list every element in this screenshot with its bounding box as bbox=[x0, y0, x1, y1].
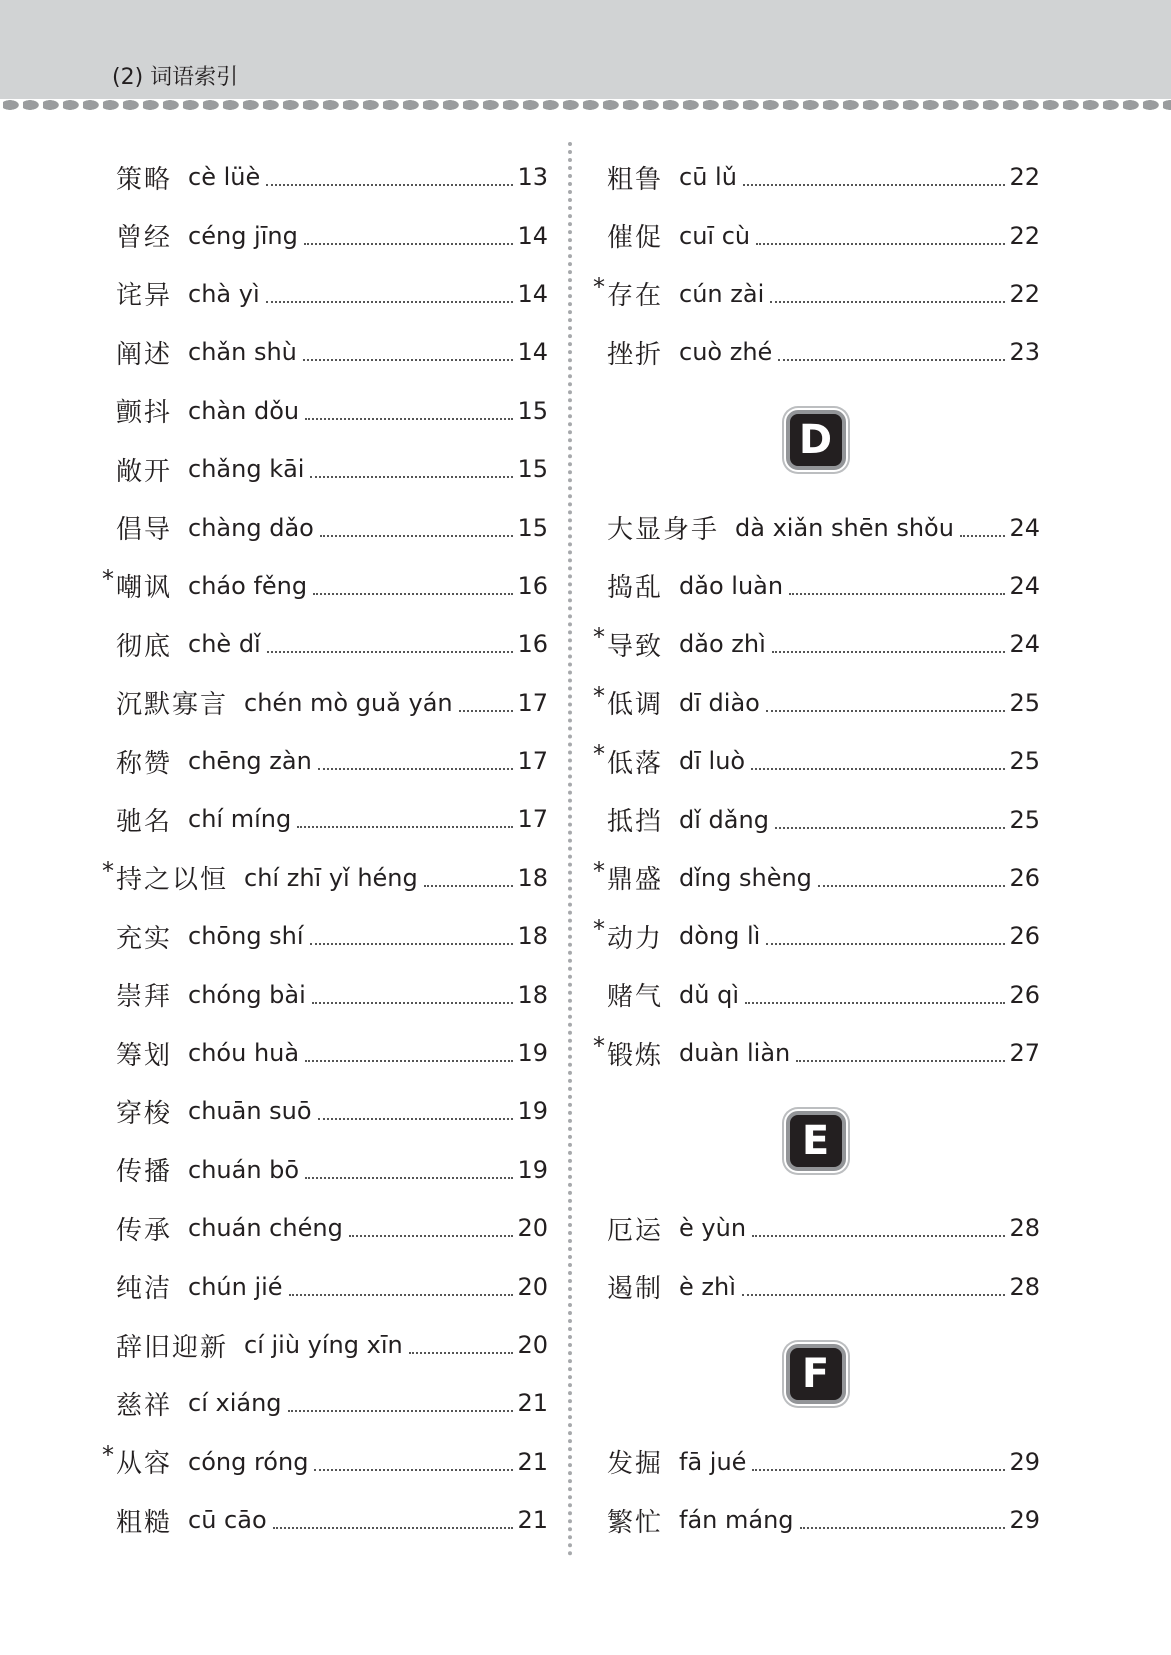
entry-pinyin: è yùn bbox=[679, 1214, 747, 1243]
dot-leader bbox=[266, 301, 514, 303]
dot-leader bbox=[305, 1177, 513, 1179]
entry-word: 敞开 bbox=[116, 456, 173, 487]
entry-word: 粗糙 bbox=[116, 1507, 173, 1538]
entry-pinyin: chuán chéng bbox=[188, 1214, 343, 1243]
entry-pinyin: chóng bài bbox=[188, 980, 306, 1009]
entry-page-number: 25 bbox=[1009, 688, 1040, 717]
entry-word: 锻炼 bbox=[607, 1040, 664, 1071]
entry-word: 繁忙 bbox=[607, 1507, 664, 1538]
index-entry[interactable] bbox=[591, 732, 1040, 790]
star-marker: * bbox=[593, 681, 605, 710]
entry-word: 阐述 bbox=[116, 339, 173, 370]
star-marker: * bbox=[593, 915, 605, 944]
entry-word: 大显身手 bbox=[607, 515, 720, 546]
entry-pinyin: è zhì bbox=[679, 1272, 736, 1301]
entry-pinyin: dǐng shèng bbox=[679, 863, 812, 892]
index-entry[interactable] bbox=[100, 1374, 548, 1432]
index-entry[interactable] bbox=[100, 1433, 548, 1491]
index-entry[interactable] bbox=[100, 440, 548, 498]
entry-word: 低落 bbox=[607, 748, 664, 779]
entry-pinyin: chàn dǒu bbox=[188, 396, 300, 425]
index-entry[interactable] bbox=[100, 265, 548, 323]
letter-heading-row bbox=[591, 1316, 1040, 1433]
entry-page-number: 28 bbox=[1009, 1272, 1040, 1301]
index-entry[interactable] bbox=[100, 1024, 548, 1082]
entry-pinyin: fán máng bbox=[679, 1506, 794, 1535]
entry-page-number: 26 bbox=[1009, 922, 1040, 951]
index-entry[interactable] bbox=[100, 907, 548, 965]
star-marker: * bbox=[102, 564, 114, 593]
dot-leader bbox=[303, 359, 514, 361]
entry-page-number: 15 bbox=[517, 513, 548, 542]
entry-word: 持之以恒 bbox=[116, 865, 229, 896]
index-entry[interactable] bbox=[100, 790, 548, 848]
entry-pinyin: fā jué bbox=[679, 1447, 747, 1476]
index-entry[interactable] bbox=[100, 1082, 548, 1140]
index-entry[interactable] bbox=[591, 1491, 1040, 1549]
entry-page-number: 22 bbox=[1009, 279, 1040, 308]
entry-pinyin: dī diào bbox=[679, 688, 760, 717]
entry-word: 称赞 bbox=[116, 748, 173, 779]
entry-pinyin: dǎo zhì bbox=[679, 630, 766, 659]
entry-page-number: 14 bbox=[517, 338, 548, 367]
dot-leader bbox=[305, 1060, 513, 1062]
dot-leader bbox=[320, 535, 514, 537]
index-entry[interactable] bbox=[100, 498, 548, 556]
dot-leader bbox=[745, 1002, 1005, 1004]
entry-pinyin: chēng zàn bbox=[188, 747, 312, 776]
dot-leader bbox=[310, 476, 513, 478]
star-marker: * bbox=[102, 1440, 114, 1469]
index-entry[interactable] bbox=[591, 907, 1040, 965]
entry-page-number: 17 bbox=[517, 805, 548, 834]
entry-page-number: 17 bbox=[517, 747, 548, 776]
dot-leader bbox=[304, 243, 514, 245]
entry-pinyin: chǎng kāi bbox=[188, 455, 305, 484]
entry-page-number: 19 bbox=[517, 1155, 548, 1184]
entry-word: 导致 bbox=[607, 631, 664, 662]
dot-leader bbox=[743, 184, 1006, 186]
entry-page-number: 26 bbox=[1009, 863, 1040, 892]
entry-pinyin: cū lǔ bbox=[679, 163, 737, 192]
entry-pinyin: chí zhī yǐ héng bbox=[244, 863, 418, 892]
entry-page-number: 18 bbox=[517, 863, 548, 892]
star-marker: * bbox=[593, 739, 605, 768]
entry-pinyin: chè dǐ bbox=[188, 630, 261, 659]
entry-word: 倡导 bbox=[116, 515, 173, 546]
dot-leader bbox=[349, 1235, 514, 1237]
entry-pinyin: chuán bō bbox=[188, 1155, 300, 1184]
entry-word: 传播 bbox=[116, 1157, 173, 1188]
dot-leader bbox=[424, 885, 514, 887]
entry-word: 挫折 bbox=[607, 339, 664, 370]
dot-leader bbox=[742, 1294, 1006, 1296]
entry-word: 慈祥 bbox=[116, 1390, 173, 1421]
entry-page-number: 21 bbox=[517, 1447, 548, 1476]
dot-leader bbox=[751, 768, 1005, 770]
entry-pinyin: cí xiáng bbox=[188, 1389, 282, 1418]
entry-pinyin: chún jié bbox=[188, 1272, 283, 1301]
entry-page-number: 24 bbox=[1009, 513, 1040, 542]
star-marker: * bbox=[593, 623, 605, 652]
index-entry[interactable] bbox=[591, 849, 1040, 907]
entry-pinyin: dǐ dǎng bbox=[679, 805, 769, 834]
dot-leader bbox=[775, 827, 1006, 829]
entry-word: 沉默寡言 bbox=[116, 690, 229, 721]
index-entry[interactable] bbox=[100, 615, 548, 673]
entry-word: 捣乱 bbox=[607, 573, 664, 604]
entry-pinyin: cuò zhé bbox=[679, 338, 773, 367]
index-column-right bbox=[591, 148, 1040, 1549]
entry-pinyin: céng jīng bbox=[188, 221, 298, 250]
dot-leader bbox=[267, 651, 514, 653]
entry-page-number: 22 bbox=[1009, 163, 1040, 192]
entry-pinyin: cháo fěng bbox=[188, 571, 308, 600]
entry-page-number: 25 bbox=[1009, 805, 1040, 834]
entry-word: 充实 bbox=[116, 923, 173, 954]
star-marker: * bbox=[593, 1031, 605, 1060]
dot-leader bbox=[818, 885, 1006, 887]
entry-pinyin: chóu huà bbox=[188, 1039, 300, 1068]
entry-page-number: 21 bbox=[517, 1389, 548, 1418]
entry-page-number: 24 bbox=[1009, 571, 1040, 600]
index-entry[interactable] bbox=[100, 148, 548, 206]
star-marker: * bbox=[593, 856, 605, 885]
dot-leader bbox=[796, 1060, 1005, 1062]
entry-page-number: 20 bbox=[517, 1331, 548, 1359]
entry-pinyin: cū cāo bbox=[188, 1506, 267, 1535]
entry-page-number: 26 bbox=[1009, 980, 1040, 1009]
entry-pinyin: cún zài bbox=[679, 279, 765, 308]
entry-word: 催促 bbox=[607, 223, 664, 254]
decorative-border bbox=[0, 99, 1171, 112]
entry-word: 颤抖 bbox=[116, 398, 173, 429]
entry-pinyin: chuān suō bbox=[188, 1097, 312, 1126]
index-entry[interactable] bbox=[100, 323, 548, 381]
entry-page-number: 19 bbox=[517, 1039, 548, 1068]
entry-page-number: 14 bbox=[517, 221, 548, 250]
index-entry[interactable] bbox=[100, 1491, 548, 1549]
entry-page-number: 24 bbox=[1009, 630, 1040, 659]
entry-page-number: 14 bbox=[517, 279, 548, 308]
entry-page-number: 17 bbox=[517, 688, 548, 717]
entry-word: 崇拜 bbox=[116, 982, 173, 1013]
dot-leader bbox=[318, 768, 514, 770]
dot-leader bbox=[288, 1410, 514, 1412]
entry-word: 纯洁 bbox=[116, 1274, 173, 1305]
entry-page-number: 22 bbox=[1009, 221, 1040, 250]
entry-pinyin: chǎn shù bbox=[188, 338, 297, 367]
entry-pinyin: chōng shí bbox=[188, 922, 304, 951]
entry-page-number: 29 bbox=[1009, 1506, 1040, 1535]
entry-pinyin: dòng lì bbox=[679, 922, 761, 951]
dot-leader bbox=[800, 1527, 1006, 1529]
dot-leader bbox=[312, 1002, 514, 1004]
entry-pinyin: chén mò guǎ yán bbox=[244, 688, 453, 717]
entry-word: 驰名 bbox=[116, 806, 173, 837]
dot-leader bbox=[459, 710, 514, 712]
entry-page-number: 23 bbox=[1009, 338, 1040, 367]
index-entry[interactable] bbox=[591, 790, 1040, 848]
entry-page-number: 29 bbox=[1009, 1447, 1040, 1476]
entry-word: 嘲讽 bbox=[116, 573, 173, 604]
index-entry[interactable] bbox=[591, 557, 1040, 615]
entry-page-number: 20 bbox=[517, 1214, 548, 1243]
entry-word: 发掘 bbox=[607, 1449, 664, 1480]
index-entry[interactable] bbox=[100, 1257, 548, 1315]
entry-pinyin: chí míng bbox=[188, 805, 292, 834]
entry-word: 曾经 bbox=[116, 223, 173, 254]
entry-pinyin: cí jiù yíng xīn bbox=[244, 1331, 403, 1359]
index-entry[interactable] bbox=[100, 1316, 548, 1374]
entry-page-number: 15 bbox=[517, 455, 548, 484]
entry-word: 厄运 bbox=[607, 1215, 664, 1246]
dot-leader bbox=[273, 1527, 514, 1529]
index-entry[interactable] bbox=[591, 206, 1040, 264]
dot-leader bbox=[266, 184, 513, 186]
entry-word: 抵挡 bbox=[607, 807, 664, 837]
index-entry[interactable] bbox=[591, 965, 1040, 1023]
star-marker: * bbox=[102, 856, 114, 885]
entry-page-number: 25 bbox=[1009, 747, 1040, 776]
index-entry[interactable] bbox=[591, 1024, 1040, 1082]
index-entry[interactable] bbox=[100, 674, 548, 732]
letter-badge: E bbox=[786, 1111, 846, 1171]
entry-word: 诧异 bbox=[116, 281, 173, 312]
entry-pinyin: dà xiǎn shēn shǒu bbox=[735, 513, 954, 542]
letter-heading-row bbox=[591, 382, 1040, 499]
letter-badge: D bbox=[786, 410, 846, 470]
dot-leader bbox=[766, 710, 1006, 712]
dot-leader bbox=[766, 943, 1005, 945]
index-entry[interactable] bbox=[100, 965, 548, 1023]
dot-leader bbox=[313, 593, 513, 595]
index-entry[interactable] bbox=[100, 1199, 548, 1257]
dot-leader bbox=[314, 1469, 513, 1471]
dot-leader bbox=[789, 593, 1005, 595]
column-divider bbox=[568, 142, 572, 1557]
index-entry[interactable] bbox=[100, 1141, 548, 1199]
index-entry[interactable] bbox=[591, 1257, 1040, 1315]
dot-leader bbox=[770, 301, 1005, 303]
index-entry[interactable] bbox=[591, 674, 1040, 732]
section-title: (2) 词语索引 bbox=[112, 65, 239, 90]
index-entry[interactable] bbox=[591, 615, 1040, 673]
entry-word: 低调 bbox=[607, 690, 664, 721]
entry-word: 遏制 bbox=[607, 1274, 664, 1305]
entry-page-number: 16 bbox=[517, 571, 548, 600]
star-marker: * bbox=[593, 272, 605, 301]
entry-page-number: 18 bbox=[517, 922, 548, 951]
dot-leader bbox=[289, 1294, 514, 1296]
index-entry[interactable] bbox=[100, 732, 548, 790]
entry-page-number: 28 bbox=[1009, 1214, 1040, 1243]
dot-leader bbox=[297, 826, 513, 828]
index-entry[interactable] bbox=[591, 323, 1040, 381]
letter-badge: F bbox=[786, 1344, 846, 1404]
index-entry[interactable] bbox=[591, 1199, 1040, 1257]
dot-leader bbox=[752, 1469, 1005, 1471]
entry-page-number: 15 bbox=[517, 396, 548, 425]
entry-page-number: 13 bbox=[517, 163, 548, 192]
entry-word: 动力 bbox=[607, 923, 664, 954]
dot-leader bbox=[772, 651, 1006, 653]
entry-word: 赌气 bbox=[607, 982, 664, 1013]
dot-leader bbox=[318, 1118, 514, 1120]
dot-leader bbox=[310, 943, 514, 945]
index-entry[interactable] bbox=[591, 498, 1040, 556]
entry-pinyin: chàng dǎo bbox=[188, 513, 314, 542]
dot-leader bbox=[752, 1235, 1005, 1237]
entry-word: 辞旧迎新 bbox=[116, 1332, 229, 1363]
entry-pinyin: dī luò bbox=[679, 747, 746, 776]
entry-pinyin: chà yì bbox=[188, 279, 260, 308]
entry-page-number: 18 bbox=[517, 980, 548, 1009]
entry-pinyin: dǎo luàn bbox=[679, 571, 784, 600]
entry-pinyin: duàn liàn bbox=[679, 1039, 791, 1068]
entry-word: 彻底 bbox=[116, 631, 173, 662]
dot-leader bbox=[305, 418, 513, 420]
entry-pinyin: cuī cù bbox=[679, 221, 751, 250]
entry-word: 穿梭 bbox=[116, 1098, 173, 1129]
entry-word: 从容 bbox=[116, 1449, 173, 1480]
letter-heading-row bbox=[591, 1082, 1040, 1199]
dot-leader bbox=[778, 359, 1005, 361]
entry-page-number: 20 bbox=[517, 1272, 548, 1301]
entry-word: 策略 bbox=[116, 164, 173, 195]
index-entry[interactable] bbox=[591, 265, 1040, 323]
entry-word: 存在 bbox=[607, 281, 664, 312]
dot-leader bbox=[756, 243, 1005, 245]
entry-page-number: 21 bbox=[517, 1506, 548, 1535]
entry-pinyin: cóng róng bbox=[188, 1447, 309, 1476]
index-entry[interactable] bbox=[100, 557, 548, 615]
index-entry[interactable] bbox=[591, 1433, 1040, 1491]
entry-page-number: 19 bbox=[517, 1097, 548, 1126]
entry-page-number: 16 bbox=[517, 630, 548, 659]
entry-word: 粗鲁 bbox=[607, 164, 664, 195]
page-header bbox=[0, 0, 1171, 101]
entry-word: 鼎盛 bbox=[607, 865, 664, 896]
dot-leader bbox=[409, 1352, 514, 1354]
entry-pinyin: dǔ qì bbox=[679, 980, 739, 1009]
entry-word: 传承 bbox=[116, 1215, 173, 1246]
index-entry[interactable] bbox=[591, 148, 1040, 206]
index-column-left bbox=[100, 148, 548, 1549]
index-entry[interactable] bbox=[100, 849, 548, 907]
entry-pinyin: cè lüè bbox=[188, 163, 261, 192]
index-entry[interactable] bbox=[100, 206, 548, 264]
index-entry[interactable] bbox=[100, 382, 548, 440]
entry-page-number: 27 bbox=[1009, 1039, 1040, 1068]
entry-word: 筹划 bbox=[116, 1040, 173, 1071]
dot-leader bbox=[960, 535, 1006, 537]
